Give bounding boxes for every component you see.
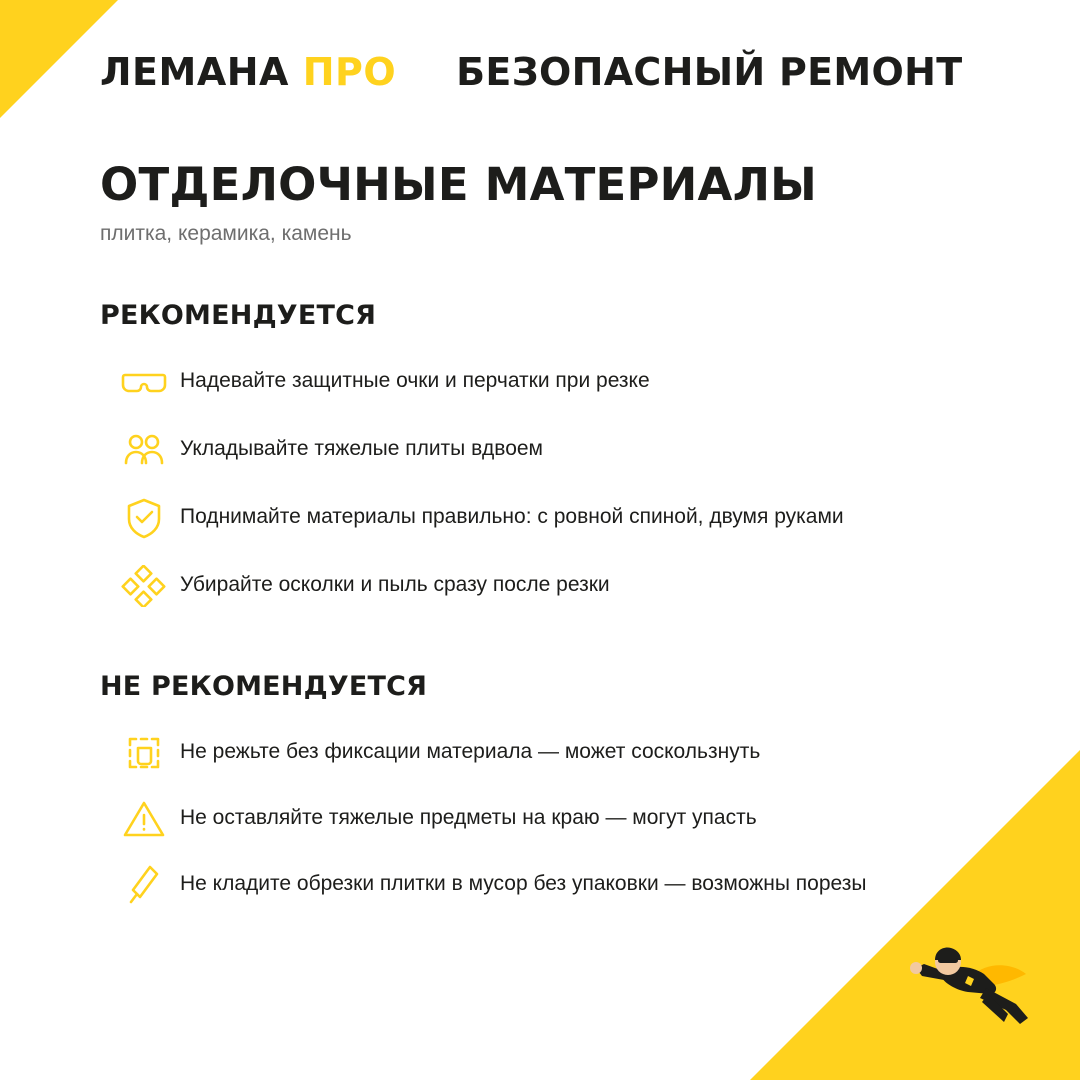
list-item-label: Надевайте защитные очки и перчатки при резке bbox=[180, 368, 650, 392]
brand-logo-primary: ЛЕМАНА bbox=[100, 50, 289, 94]
list-item-label: Укладывайте тяжелые плиты вдвоем bbox=[180, 436, 543, 460]
list-item-label: Убирайте осколки и пыль сразу после резки bbox=[180, 572, 610, 596]
header bbox=[100, 42, 1000, 102]
recommended-list bbox=[100, 359, 980, 609]
section-title-recommended: РЕКОМЕНДУЕТСЯ bbox=[100, 299, 377, 331]
sharp-blade-icon bbox=[108, 862, 180, 908]
header-title: БЕЗОПАСНЫЙ РЕМОНТ bbox=[456, 50, 963, 94]
list-item bbox=[100, 427, 980, 473]
warning-triangle-icon bbox=[108, 796, 180, 842]
not-recommended-list bbox=[100, 730, 980, 908]
two-people-icon bbox=[108, 427, 180, 473]
list-item bbox=[100, 730, 980, 776]
list-item bbox=[100, 563, 980, 609]
page-title: ОТДЕЛОЧНЫЕ МАТЕРИАЛЫ bbox=[100, 158, 817, 211]
brand-logo bbox=[100, 50, 396, 94]
list-item bbox=[100, 796, 980, 842]
unfixed-material-icon bbox=[108, 730, 180, 776]
list-item-label: Поднимайте материалы правильно: с ровной спиной, двумя руками bbox=[180, 504, 844, 528]
list-item-label: Не кладите обрезки плитки в мусор без упаковки — возможны порезы bbox=[180, 871, 867, 895]
mascot-illustration bbox=[876, 922, 1046, 1042]
list-item bbox=[100, 495, 980, 541]
safety-goggles-icon bbox=[108, 359, 180, 405]
fragments-diamond-icon bbox=[108, 563, 180, 609]
section-title-not-recommended: НЕ РЕКОМЕНДУЕТСЯ bbox=[100, 670, 428, 702]
brand-logo-accent: ПРО bbox=[302, 50, 397, 94]
section-recommended bbox=[100, 300, 980, 609]
list-item bbox=[100, 862, 980, 908]
main-content bbox=[100, 160, 980, 928]
list-item bbox=[100, 359, 980, 405]
shield-check-icon bbox=[108, 495, 180, 541]
list-item-label: Не оставляйте тяжелые предметы на краю — могут упасть bbox=[180, 805, 757, 829]
section-not-recommended bbox=[100, 671, 980, 908]
page-subtitle: плитка, керамика, камень bbox=[100, 221, 352, 245]
list-item-label: Не режьте без фиксации материала — может соскользнуть bbox=[180, 739, 761, 763]
